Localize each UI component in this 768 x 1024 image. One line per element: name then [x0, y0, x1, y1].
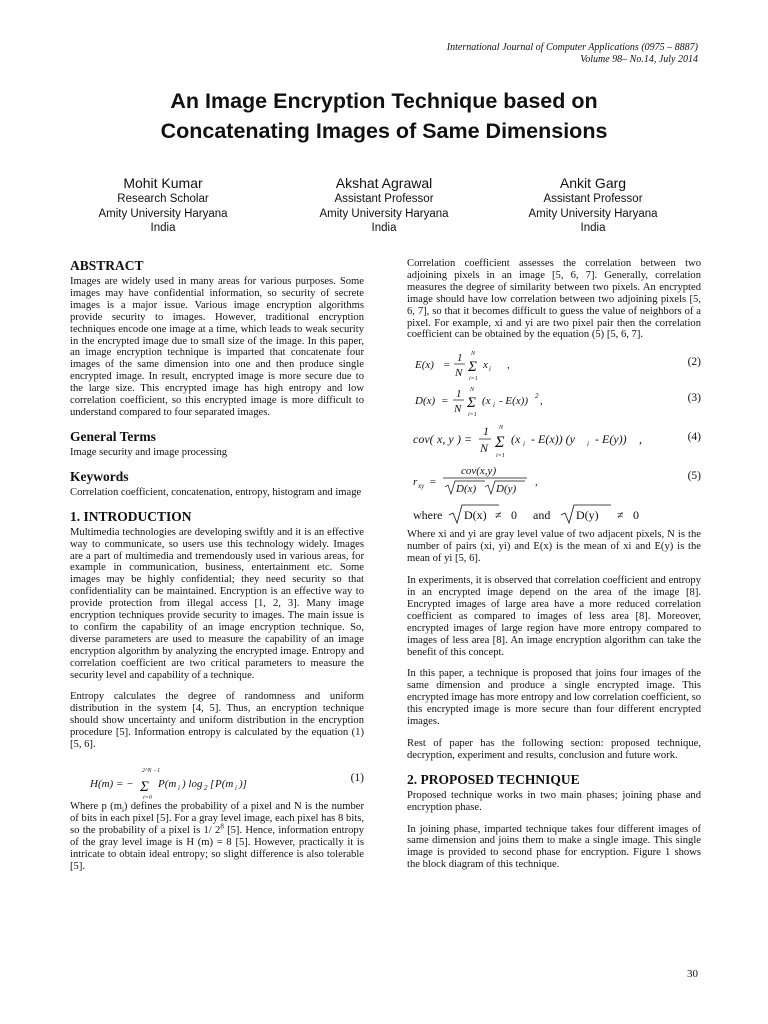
svg-text:0: 0: [511, 508, 517, 523]
svg-text:i=1: i=1: [496, 453, 505, 460]
equation-5-number: (5): [687, 470, 701, 483]
author-country: India: [580, 222, 606, 234]
equation-3: [407, 383, 701, 421]
svg-text:i=1: i=1: [468, 412, 477, 419]
svg-text:i: i: [523, 440, 525, 449]
author-country: India: [150, 222, 176, 234]
svg-text:=: =: [429, 476, 437, 489]
svg-text:=: =: [441, 395, 449, 408]
author-affiliation: Amity University Haryana: [98, 207, 228, 220]
svg-text:[: [: [210, 778, 215, 790]
introduction-heading: 1. INTRODUCTION: [70, 508, 192, 524]
svg-text:2^N −1: 2^N −1: [142, 768, 161, 774]
author-role: Research Scholar: [117, 193, 209, 205]
page-number: 30: [687, 968, 698, 980]
right-paragraph-5: Rest of paper has the following section: proposed technique, decryption, experiment and results, conclusion and future work.: [407, 737, 701, 761]
svg-text:N: N: [499, 425, 504, 432]
equation-4: [407, 421, 701, 461]
svg-text:xy: xy: [418, 482, 425, 491]
svg-text:- E(y)): - E(y)): [595, 432, 627, 447]
correlation-formula: [407, 461, 607, 501]
svg-text:- E(x)) (y: - E(x)) (y: [531, 432, 575, 447]
author-country: India: [371, 222, 397, 234]
title-line-1: An Image Encryption Technique based on: [170, 89, 598, 113]
svg-text:x, y: x, y: [437, 432, 454, 447]
svg-text:0: 0: [633, 508, 639, 523]
svg-text:r: r: [413, 476, 418, 489]
svg-text:E(x): E(x): [415, 359, 434, 372]
author-name: Akshat Agrawal: [335, 175, 433, 191]
svg-text:) log: ) log: [182, 778, 203, 790]
svg-text:≠: ≠: [617, 508, 624, 523]
author-3: [483, 175, 703, 236]
covariance-formula: [407, 421, 667, 461]
svg-text:1: 1: [456, 388, 462, 401]
author-role: Assistant Professor: [334, 193, 434, 205]
svg-text:,: ,: [639, 432, 642, 447]
right-paragraph-4: In this paper, a technique is proposed that joins four images of the same dimension and produce a single encrypted image. This encrypted image has more entropy and low correlation coefficient, so this encrypted image is more secure than four different encrypted images.: [407, 668, 701, 728]
right-paragraph-6: Proposed technique works in two main phases; joining phase and encryption phase.: [407, 789, 701, 813]
svg-text:N: N: [454, 403, 462, 416]
author-affiliation: Amity University Haryana: [319, 207, 449, 220]
svg-text:P(m: P(m: [215, 778, 234, 790]
svg-text:,: ,: [535, 476, 538, 489]
svg-text:1: 1: [483, 424, 489, 439]
intro-paragraph-3: Where p $(m_i)$ defines the probability of a pixel and N is the number of bits in each pixel [5]. For a gray level image, each pixel has 8 bits, so the probability of a pixel is 1/ $2^8$ [5]. Hence, information entropy of the gray level image is H (m) = 8 [5]. However, practically it is intricate to obtain ideal entropy; so slight difference is also tolerable [5].: [70, 801, 364, 872]
right-column: [407, 258, 701, 881]
svg-text:(x: (x: [482, 395, 491, 408]
svg-text:N: N: [455, 367, 463, 380]
svg-text:D(y): D(y): [496, 483, 517, 496]
svg-text:i: i: [587, 440, 589, 449]
condition-formula: [407, 501, 667, 527]
author-2: [274, 175, 494, 236]
svg-text:Σ: Σ: [467, 395, 476, 412]
svg-text:D(x): D(x): [464, 508, 487, 523]
svg-text:2: 2: [535, 392, 539, 401]
svg-text:i: i: [493, 401, 495, 410]
equation-4-number: (4): [687, 431, 701, 444]
svg-text:and: and: [533, 508, 551, 523]
mean-formula: [407, 347, 627, 383]
svg-text:1: 1: [457, 352, 463, 365]
keywords-text: Correlation coefficient, concatenation, entropy, histogram and image: [70, 486, 362, 498]
equation-1: [70, 761, 364, 801]
svg-text:N: N: [470, 387, 475, 394]
journal-volume: Volume 98– No.14, July 2014: [580, 54, 698, 65]
svg-text:N: N: [480, 441, 489, 456]
entropy-formula: [70, 761, 310, 801]
svg-text:D(x): D(x): [415, 395, 436, 408]
svg-text:i: i: [178, 784, 180, 792]
equation-2: [407, 347, 701, 383]
svg-text:i: i: [235, 784, 237, 792]
author-1: [53, 175, 273, 236]
right-paragraph-2: Where xi and yi are gray level value of two adjacent pixels, N is the number of pairs (xi, yi) and E(x) is the mean of xi and E(y) is the mean of yi [5, 6].: [407, 529, 701, 565]
left-column: [70, 258, 364, 882]
author-name: Ankit Garg: [559, 175, 627, 191]
intro-paragraph-1: Multimedia technologies are developing swiftly and it is an effective way to communicate, so users use this technology widely. Images are a part of multimedia and tremendously used in various areas, for example in communication, business, entertainment etc. Some images may be highly confidential; they need security so that confidentiality can be maintained. Encryption is an effective way to provide protection from illegal access [1, 2, 3]. Many image encryption techniques provide security to images. The main issue is to confirm the capability of an image encryption technique. So, diverse parameters are used to measure the capability of an image encryption algorithm by analyzing the encrypted image. Entropy and correlation coefficient are two critical parameters to measure the security level and capability of a technique.: [70, 526, 364, 681]
svg-text:,: ,: [540, 395, 543, 408]
svg-text:≠: ≠: [495, 508, 502, 523]
svg-text:Σ: Σ: [495, 434, 505, 452]
keywords-heading: Keywords: [70, 468, 129, 484]
svg-text:i=1: i=1: [469, 376, 478, 383]
author-affiliation: Amity University Haryana: [528, 207, 658, 220]
svg-text:x: x: [483, 359, 488, 372]
equation-5: [407, 461, 701, 501]
general-terms-text: Image security and image processing: [70, 446, 228, 458]
section-2-heading: 2. PROPOSED TECHNIQUE: [407, 771, 580, 787]
variance-formula: [407, 383, 627, 421]
equation-condition: [407, 501, 701, 529]
author-name: Mohit Kumar: [123, 175, 203, 191]
right-paragraph-7: In joining phase, imparted technique takes four different images of same dimension and joins them to make a single image. This single image is provided to second phase for encryption. Figure 1 shows the block diagram of this technique.: [407, 823, 701, 871]
svg-text:cov(x,y): cov(x,y): [461, 465, 497, 478]
correlation-paragraph: Correlation coefficient assesses the correlation between two adjoining pixels in an image [5, 6, 7]. Generally, correlation measures the degree of similarity between two pixels. An encrypted image should have low correlation between two adjoining pixels [5, 6, 7], so that it becomes difficult to guess the value of neighbors of a pixel. For example, xi and yi are two pixel pair then the correlation coefficient can be obtained by the equation (5) [5, 6, 7].: [407, 258, 701, 341]
svg-text:N: N: [471, 351, 476, 358]
svg-text:2: 2: [204, 784, 208, 792]
svg-text:(x: (x: [511, 432, 521, 447]
svg-text:where: where: [413, 508, 443, 523]
equation-3-number: (3): [687, 392, 701, 405]
svg-text:H(m) = −: H(m) = −: [90, 778, 134, 790]
abstract-text: Images are widely used in many areas for various purposes. Some images may have confidential information, so security of secrete images is a major issue. Various image encryption algorithms provide security to images. However, traditional encryption techniques encode one image at a time, which leads to weak security in the encrypted image due to small size of the image. In this paper, an image encryption technique is imparted that concatenate four images of the same dimension into one and then produce single encrypted image. In result, encrypted image is more secure due to the large size. This encrypted image has high entropy and low correlation coefficient, so this encrypted image is more difficult to understand compared to four separated images.: [70, 276, 364, 418]
svg-text:i: i: [489, 365, 491, 374]
svg-text:Σ: Σ: [140, 779, 149, 795]
journal-name: International Journal of Computer Applications (0975 – 8887): [446, 42, 698, 53]
svg-text:) =: ) =: [457, 432, 473, 447]
svg-text:D(x): D(x): [456, 483, 477, 496]
abstract-heading: ABSTRACT: [70, 258, 144, 273]
equation-1-number: (1): [350, 772, 364, 784]
svg-text:P(m: P(m: [158, 778, 177, 790]
svg-text:D(y): D(y): [576, 508, 599, 523]
svg-text:cov(: cov(: [413, 432, 434, 447]
svg-text:i=0: i=0: [143, 795, 152, 801]
svg-text:)]: )]: [239, 778, 247, 790]
right-paragraph-3: In experiments, it is observed that correlation coefficient and entropy in an encrypted image depend on the area of the image [8]. Encrypted images of large area have a more reduced correlation coefficient as compared to images of less area [8]. Moreover, encrypted images of large region have more entropy compared to images of less area [8]. An image encryption algorithm can take the benefit of this concept.: [407, 575, 701, 658]
intro-paragraph-2: Entropy calculates the degree of randomness and uniform distribution in the system [4, 5]. Thus, an encryption technique should show uncertainty and uniform distribution in the encryption procedure [5]. Information entropy is calculated by the equation (1) [5, 6].: [70, 691, 364, 751]
svg-text:=: =: [443, 359, 451, 372]
paper-title: [0, 86, 768, 146]
svg-text:Σ: Σ: [468, 359, 477, 376]
svg-text:- E(x)): - E(x)): [499, 395, 529, 408]
journal-header: [298, 42, 698, 66]
author-role: Assistant Professor: [543, 193, 643, 205]
general-terms-heading: General Terms: [70, 428, 156, 444]
author-block: [0, 175, 768, 235]
svg-text:,: ,: [507, 359, 510, 372]
equation-2-number: (2): [687, 356, 701, 369]
title-line-2: Concatenating Images of Same Dimensions: [160, 119, 608, 143]
